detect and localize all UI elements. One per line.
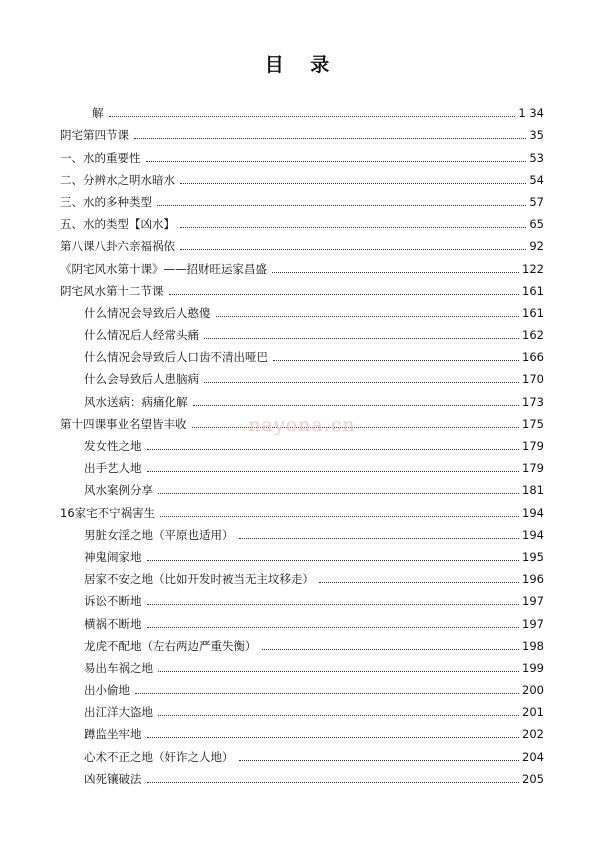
toc-entry-page: 162 xyxy=(522,328,544,343)
toc-entry[interactable] xyxy=(60,342,544,364)
toc-entry-page: 201 xyxy=(522,705,544,720)
dot-leader xyxy=(147,449,520,450)
toc-entry-page: 198 xyxy=(522,638,544,653)
table-of-contents xyxy=(60,98,544,786)
toc-entry-label: 第十四课事业名望皆丰收 xyxy=(60,416,187,431)
toc-entry[interactable] xyxy=(60,475,544,497)
toc-entry-label: 发女性之地 xyxy=(84,439,142,453)
toc-entry-label: 出江洋大盗地 xyxy=(84,705,153,720)
toc-entry-label: 什么情况会导致后人口齿不清出哑巴 xyxy=(84,350,268,365)
toc-entry-label: 二、分辨水之明水暗水 xyxy=(60,172,175,187)
toc-entry[interactable] xyxy=(60,497,544,519)
toc-entry-page: 204 xyxy=(522,749,544,764)
toc-entry[interactable] xyxy=(60,253,544,275)
dot-leader xyxy=(262,649,520,650)
toc-entry-label: 横祸不断地 xyxy=(84,616,142,631)
dot-leader xyxy=(109,116,516,117)
toc-entry-page: 173 xyxy=(522,394,544,409)
toc-entry[interactable] xyxy=(60,608,544,630)
dot-leader xyxy=(273,360,519,361)
toc-entry-page: 179 xyxy=(522,439,544,453)
dot-leader xyxy=(147,627,520,628)
toc-entry[interactable] xyxy=(60,165,544,187)
toc-entry-page: 54 xyxy=(529,172,544,187)
dot-leader xyxy=(272,272,519,273)
toc-entry[interactable] xyxy=(60,542,544,564)
toc-entry-page: 197 xyxy=(522,616,544,631)
toc-entry[interactable] xyxy=(60,697,544,719)
toc-entry-page: 166 xyxy=(522,350,544,365)
toc-entry[interactable] xyxy=(60,276,544,298)
toc-entry-label: 出手艺人地 xyxy=(84,461,142,476)
toc-entry-page: 122 xyxy=(522,261,544,276)
toc-entry-label: 阴宅风水第十二节课 xyxy=(60,283,164,298)
toc-entry[interactable] xyxy=(60,586,544,608)
toc-entry-page: 57 xyxy=(529,194,544,209)
toc-entry-label: 什么情况后人经常头痛 xyxy=(84,328,199,343)
dot-leader xyxy=(146,161,527,162)
toc-entry-label: 心术不正之地（奸诈之人地） xyxy=(84,749,234,764)
toc-entry[interactable] xyxy=(60,453,544,475)
dot-leader xyxy=(158,671,519,672)
toc-entry-label: 第八课八卦六亲福祸依 xyxy=(60,239,175,254)
toc-entry[interactable] xyxy=(60,520,544,542)
watermark: nayona.cn xyxy=(248,414,356,436)
toc-entry-page: 194 xyxy=(522,505,544,520)
dot-leader xyxy=(158,493,519,494)
toc-entry-page: 161 xyxy=(522,283,544,298)
toc-entry-label: 蹲监坐牢地 xyxy=(84,727,142,742)
toc-entry[interactable] xyxy=(60,719,544,741)
dot-leader xyxy=(169,294,520,295)
dot-leader xyxy=(147,782,520,783)
toc-entry-page: 202 xyxy=(522,727,544,742)
dot-leader xyxy=(319,582,519,583)
dot-leader xyxy=(204,338,519,339)
dot-leader xyxy=(147,604,520,605)
dot-leader xyxy=(180,227,526,228)
toc-entry-page: 196 xyxy=(522,572,544,587)
toc-entry-label: 风水送病：病痛化解 xyxy=(84,394,188,409)
toc-entry-page: 92 xyxy=(529,239,544,254)
dot-leader xyxy=(147,737,520,738)
dot-leader xyxy=(239,538,520,539)
toc-entry-label: 阴宅第四节课 xyxy=(60,128,129,143)
toc-entry-page: 170 xyxy=(522,372,544,387)
dot-leader xyxy=(239,760,520,761)
dot-leader xyxy=(160,516,519,517)
dot-leader xyxy=(158,715,519,716)
toc-entry-label: 易出车祸之地 xyxy=(84,660,153,675)
dot-leader xyxy=(180,249,526,250)
toc-entry-page: 200 xyxy=(522,683,544,698)
toc-entry[interactable] xyxy=(60,120,544,142)
toc-entry-page: 197 xyxy=(522,594,544,609)
toc-entry[interactable] xyxy=(60,653,544,675)
dot-leader xyxy=(135,693,519,694)
dot-leader xyxy=(180,183,526,184)
toc-entry-label: 诉讼不断地 xyxy=(84,594,142,609)
toc-entry-label: 三、水的多种类型 xyxy=(60,194,152,209)
toc-entry[interactable] xyxy=(60,564,544,586)
toc-entry-page: 179 xyxy=(522,461,544,476)
dot-leader xyxy=(157,205,526,206)
toc-entry[interactable] xyxy=(60,764,544,786)
dot-leader xyxy=(193,405,520,406)
toc-entry-label: 什么会导致后人患脑病 xyxy=(84,372,199,387)
toc-entry-label: 什么情况会导致后人憨傻 xyxy=(84,305,211,320)
toc-entry-page: 175 xyxy=(522,416,544,431)
toc-entry[interactable] xyxy=(60,231,544,253)
page-title: 目 录 xyxy=(264,54,340,76)
toc-entry-label: 16家宅不宁祸害生 xyxy=(60,505,156,520)
toc-entry[interactable] xyxy=(60,209,544,231)
toc-entry-page: 65 xyxy=(529,217,544,232)
dot-leader xyxy=(216,316,520,317)
toc-entry[interactable] xyxy=(60,187,544,209)
toc-entry-label: 风水案例分享 xyxy=(84,483,153,498)
toc-entry-label: 《阴宅风水第十课》——招财旺运家昌盛 xyxy=(60,261,267,276)
toc-entry-page: 181 xyxy=(522,483,544,498)
toc-entry[interactable] xyxy=(60,741,544,763)
toc-entry-page: 194 xyxy=(522,527,544,542)
toc-entry-page: 199 xyxy=(522,660,544,675)
toc-entry-page: 1 34 xyxy=(518,106,544,121)
toc-entry[interactable] xyxy=(60,298,544,320)
toc-entry-page: 35 xyxy=(529,128,544,143)
toc-entry-page: 195 xyxy=(522,549,544,564)
toc-entry-label: 解 xyxy=(92,106,104,121)
toc-entry[interactable] xyxy=(60,142,544,164)
dot-leader xyxy=(204,382,519,383)
toc-entry-label: 一、水的重要性 xyxy=(60,150,141,165)
toc-entry-label: 出小偷地 xyxy=(84,683,130,698)
toc-entry[interactable] xyxy=(60,320,544,342)
toc-entry-label: 居家不安之地（比如开发时被当无主坟移走） xyxy=(84,572,314,587)
toc-entry[interactable] xyxy=(60,631,544,653)
toc-entry-page: 205 xyxy=(522,771,544,786)
toc-entry[interactable] xyxy=(60,675,544,697)
toc-entry-page: 53 xyxy=(529,150,544,165)
toc-entry-label: 男脏女淫之地（平原也适用） xyxy=(84,527,234,542)
dot-leader xyxy=(147,471,520,472)
toc-entry[interactable] xyxy=(60,386,544,408)
toc-entry-label: 龙虎不配地（左右两边严重失衡） xyxy=(84,638,257,653)
toc-entry-label: 五、水的类型【凶水】 xyxy=(60,217,175,232)
toc-entry[interactable] xyxy=(60,364,544,386)
toc-entry[interactable] xyxy=(60,98,544,120)
toc-entry-label: 神鬼闹家地 xyxy=(84,549,142,564)
dot-leader xyxy=(147,560,520,561)
dot-leader xyxy=(134,138,526,139)
toc-entry-label: 凶死镶破法 xyxy=(84,771,142,786)
toc-entry-page: 161 xyxy=(522,305,544,320)
